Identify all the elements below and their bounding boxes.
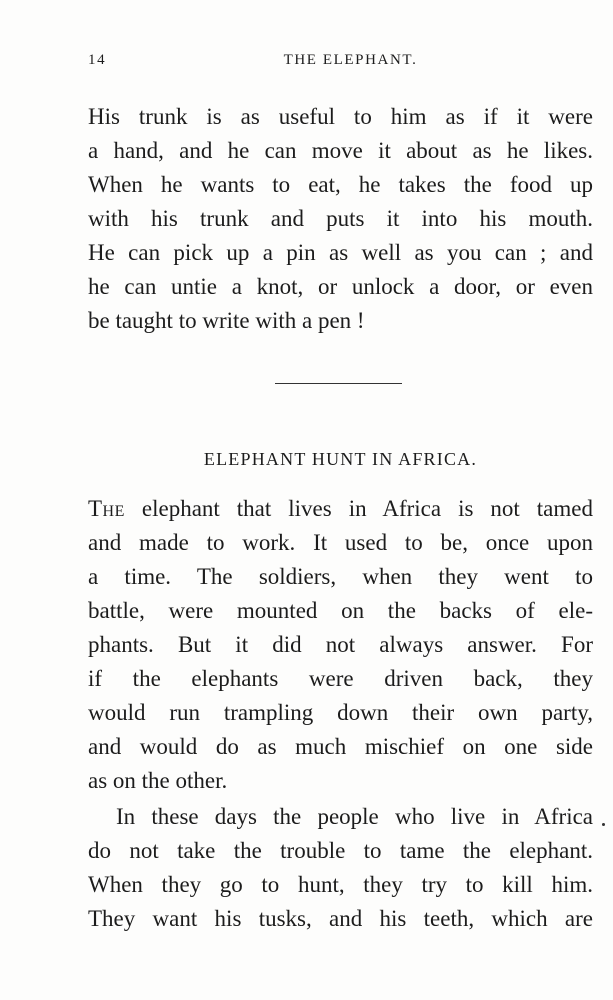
paragraph-1-line: he can untie a knot, or unlock a door, or even [88, 274, 593, 299]
running-title: THE ELEPHANT. [283, 52, 418, 68]
paragraph-2-line: phants. But it did not always answer. For [88, 632, 593, 657]
paragraph-3-line: When they go to hunt, they try to kill him. [88, 872, 593, 897]
paragraph-2-line: if the elephants were driven back, they [88, 666, 593, 691]
paragraph-3-line: They want his tusks, and his teeth, which are [88, 906, 593, 931]
paragraph-1-line: with his trunk and puts it into his mouth. [88, 206, 593, 231]
section-heading: ELEPHANT HUNT IN AFRICA. [203, 449, 478, 469]
paragraph-2-line: and made to work. It used to be, once upon [88, 530, 593, 555]
paragraph-1-line: He can pick up a pin as well as you can ; and [88, 240, 593, 265]
paragraph-2-line: battle, were mounted on the backs of ele- [88, 598, 593, 623]
page-number: 14 [88, 52, 107, 68]
paragraph-2-line: as on the other. [88, 768, 228, 793]
paragraph-2-line: would run trampling down their own party, [88, 700, 593, 725]
paragraph-2-first-line-text: elephant that lives in Africa is not tamed [124, 496, 593, 521]
paragraph-1-line: be taught to write with a pen ! [88, 308, 365, 333]
running-head [88, 52, 593, 76]
paragraph-2-first-line [88, 492, 593, 526]
paragraph-1-line: When he wants to eat, he takes the food up [88, 172, 593, 197]
paragraph-2-line: a time. The soldiers, when they went to [88, 564, 593, 589]
paragraph-1-line: a hand, and he can move it about as he likes. [88, 138, 593, 163]
ink-speck [602, 823, 605, 826]
paragraph-3-line: do not take the trouble to tame the elephant. [88, 838, 593, 863]
section-divider-rule [275, 383, 402, 384]
paragraph-1-line: His trunk is as useful to him as if it were [88, 104, 593, 129]
paragraph-3-line: In these days the people who live in Africa [116, 804, 593, 829]
paragraph-2-line: and would do as much mischief on one side [88, 734, 593, 759]
paragraph-2-first-word: The [88, 496, 125, 521]
